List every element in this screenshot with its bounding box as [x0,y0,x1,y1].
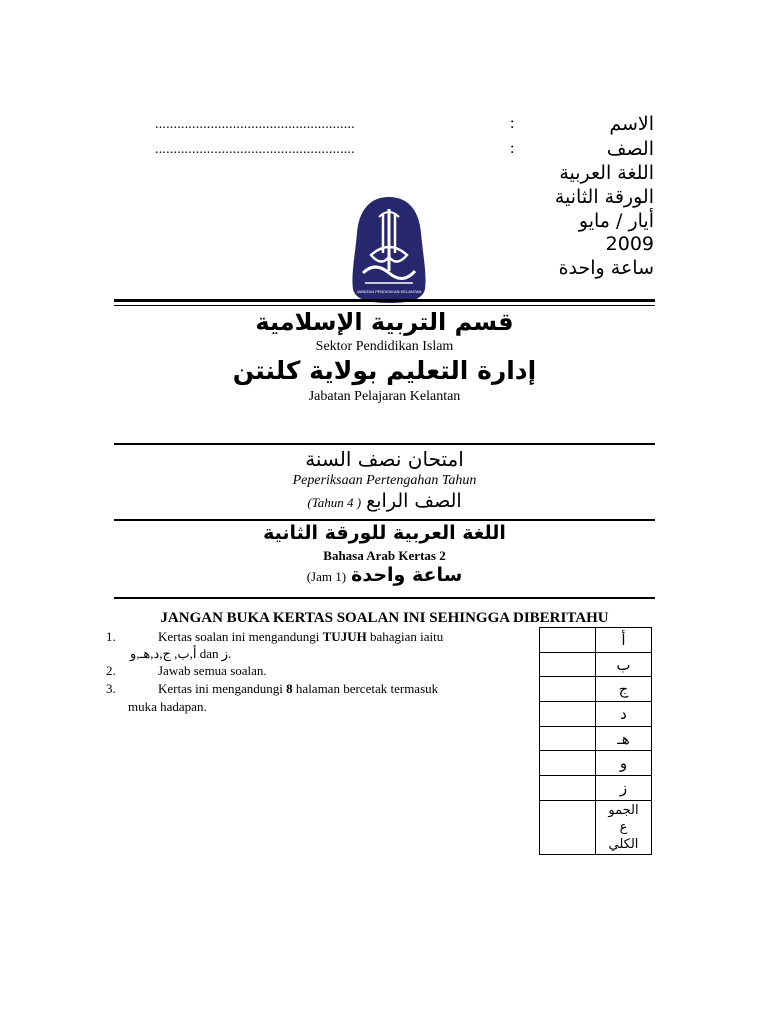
marks-cell[interactable] [540,628,596,653]
marks-cell[interactable] [540,751,596,776]
instruction-item [106,629,536,646]
marks-total-row [540,800,652,854]
department-title-ms: Jabatan Pelajaran Kelantan [308,389,461,404]
section-letter: أ [595,628,651,653]
marks-cell[interactable] [540,776,596,801]
instruction-text: Jawab semua soalan. [158,663,267,678]
instruction-item-cont [106,699,536,716]
duration-ar: ساعة واحدة [351,564,463,586]
marks-table [539,627,652,855]
top-rule-thin [114,305,655,306]
total-label-part: الكلي [608,836,639,852]
subject-line: اللغة العربية [559,162,654,184]
top-rule-thick [114,299,655,302]
marks-table-row [540,652,652,677]
logo-caption: JABATAN PENDIDIKAN KELANTAN [356,289,422,294]
section-letter: ب [595,652,651,677]
marks-table-row [540,751,652,776]
instruction-text [158,629,443,645]
marks-table-row [540,628,652,653]
instruction-text-part: Kertas soalan ini mengandungi [158,629,323,644]
marks-cell[interactable] [540,677,596,702]
instruction-number: 3. [106,681,116,696]
instructions-heading: JANGAN BUKA KERTAS SOALAN INI SEHINGGA DIBERITAHU [160,610,609,626]
instructions-list [106,629,536,716]
marks-table-row [540,776,652,801]
total-label-part: ع [619,819,628,835]
grade-ms: (Tahun 4 ) [307,495,362,510]
total-label [595,800,651,854]
section-letter: هـ [595,726,651,751]
duration-line: ساعة واحدة [558,257,654,279]
month-line: أيار / مايو [578,210,654,232]
duration-ms: (Jam 1) [306,569,347,584]
paper-title-ar: اللغة العربية للورقة الثانية [263,522,506,544]
sector-title-ar: قسم التربية الإسلامية [255,308,514,336]
marks-table-row [540,677,652,702]
instruction-item [106,663,536,681]
instruction-number: 2. [106,663,116,678]
section-letter: د [595,702,651,727]
duration-exam-line [114,564,655,586]
jabatan-logo-emblem-icon [349,193,429,305]
paper-rule [114,519,655,521]
total-label-part: الجمو [608,802,639,818]
grade-line [114,490,655,512]
instruction-text-part: bahagian iaitu [366,629,444,644]
instruction-item-cont [106,646,536,663]
instruction-number: 1. [106,629,116,644]
grade-ar: الصف الرابع [366,490,462,512]
year-line: 2009 [605,233,654,255]
department-title-ar: إدارة التعليم بولاية كلنتن [232,356,537,385]
class-field[interactable]: ...................................................... [155,142,355,157]
class-label: الصف [606,138,654,160]
instruction-item [106,681,536,699]
name-colon: : [510,115,515,132]
class-colon: : [510,140,515,157]
instruction-bold: 8 [286,681,293,696]
marks-cell[interactable] [540,652,596,677]
instruction-bold: TUJUH [322,629,367,644]
instruction-text-part: halaman bercetak termasuk [292,681,439,696]
marks-table-row [540,726,652,751]
name-field[interactable]: ...................................................... [155,117,355,132]
name-label: الاسم [609,113,654,135]
marks-cell[interactable] [540,702,596,727]
section-letter: و [595,751,651,776]
section-letter: ز [595,776,651,801]
marks-table-row [540,702,652,727]
instruction-text-part: Kertas ini mengandungi [158,681,287,696]
bottom-rule [114,597,655,599]
marks-cell[interactable] [540,726,596,751]
exam-title-ms: Peperiksaan Pertengahan Tahun [292,473,477,488]
instruction-text-line2: muka hadapan. [128,699,207,714]
paper-title-ms: Bahasa Arab Kertas 2 [323,548,446,563]
section-letter: ج [595,677,651,702]
instruction-text-line2: أ,ب, ج,د,هـ,و dan ز. [130,646,232,661]
instruction-text [158,681,438,697]
sector-title-ms: Sektor Pendidikan Islam [315,339,454,354]
mid-rule [114,443,655,445]
exam-title-ar: امتحان نصف السنة [305,447,464,471]
department-logo [349,193,429,305]
paper-line: الورقة الثانية [554,186,654,208]
total-marks-cell[interactable] [540,800,596,854]
